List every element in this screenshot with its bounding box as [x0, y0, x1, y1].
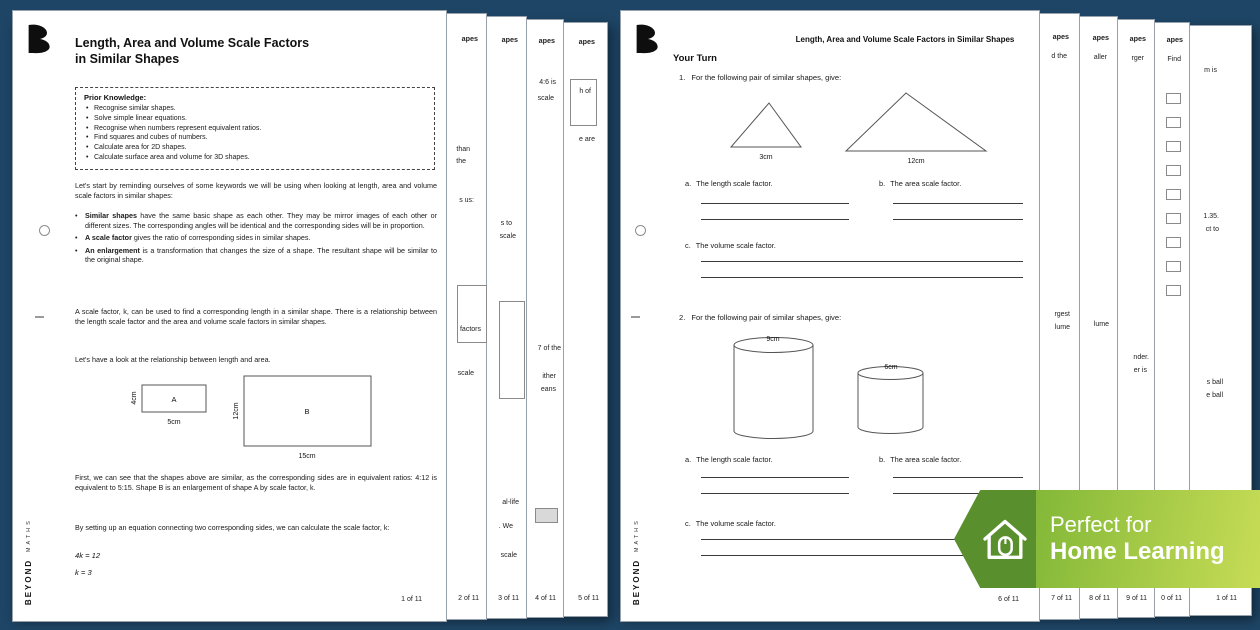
worksheet-page-1 — [12, 10, 447, 622]
page-edge-text: scale — [457, 370, 474, 377]
length-area-paragraph: Let's have a look at the relationship between length and area. — [75, 355, 271, 364]
page-edge-text: than — [456, 146, 470, 153]
page-edge-shape — [1166, 261, 1181, 272]
page-edge-text: h of — [579, 88, 591, 95]
keyword-lead: Similar shapes — [85, 211, 138, 220]
answer-line — [893, 219, 1023, 220]
page-edge-text: Find — [1167, 56, 1181, 63]
page-edge-text: aller — [1093, 54, 1107, 61]
cylinder-small-bottom — [858, 427, 923, 434]
keyword-rest: have the same basic shape as each other. They may be mirror images of each other or different sizes. The corresponding angles will be identical and the corresponding sides will be in proportion. — [85, 211, 437, 230]
answer-line — [893, 477, 1023, 478]
similar-shapes-paragraph: First, we can see that the shapes above are similar, as the corresponding sides are in equivalent ratios: 4:12 is equivalent to 5:15. Shape B is an enlargement of shape A by scale factor, k. — [75, 473, 437, 492]
page-edge-text: 4:6 is — [539, 79, 556, 86]
answer-line — [701, 203, 849, 204]
question-number: 2. — [679, 313, 686, 322]
page-edge-text: ct to — [1205, 226, 1219, 233]
page-edge-shape — [535, 508, 558, 523]
keyword-text — [85, 246, 437, 265]
sub-label: c. — [685, 519, 691, 528]
question-text: For the following pair of similar shapes, give: — [691, 73, 842, 82]
registration-mark — [631, 316, 640, 318]
question-1 — [679, 73, 841, 82]
ribbon-line-2: Home Learning — [1050, 538, 1225, 565]
page-edge-text: apes — [538, 36, 555, 45]
page-edge-text: s us: — [459, 197, 474, 204]
equation-1: 4k = 12 — [75, 551, 101, 560]
sub-label: c. — [685, 241, 691, 250]
beyond-logo-icon — [26, 23, 54, 55]
keyword-item — [75, 233, 437, 243]
triangle-small-base-label: 3cm — [759, 154, 773, 161]
answer-line — [701, 493, 849, 494]
page-edge-text: rger — [1131, 55, 1144, 62]
page-edge-text: e ball — [1206, 392, 1223, 399]
sub-text: The area scale factor. — [890, 179, 962, 188]
brand-name: BEYOND — [24, 558, 33, 605]
page-edge-text: m is — [1204, 67, 1217, 74]
prior-knowledge-item: • Recognise when numbers represent equivalent ratios. — [84, 124, 426, 134]
sub-label: b. — [879, 455, 886, 464]
left-worksheet-stack — [12, 10, 608, 622]
answer-line — [701, 261, 1023, 262]
cylinder-small-diameter-label: 6cm — [884, 364, 898, 371]
beyond-logo-icon — [634, 23, 662, 55]
page-number: 9 of 11 — [1126, 595, 1147, 602]
rectangle-b-height-label: 12cm — [233, 402, 240, 420]
sub-text: The volume scale factor. — [695, 241, 776, 250]
answer-line — [701, 477, 849, 478]
question-text: For the following pair of similar shapes, give: — [691, 313, 842, 322]
page-edge-text: s ball — [1206, 379, 1223, 386]
question-2 — [679, 313, 841, 322]
question-2a — [685, 455, 773, 464]
page-number: 1 of 11 — [1216, 595, 1237, 602]
page-edge-text: apes — [461, 34, 478, 43]
keyword-item — [75, 211, 437, 230]
page-number: 5 of 11 — [578, 595, 599, 602]
page-number: 4 of 11 — [535, 595, 556, 602]
registration-mark — [35, 316, 44, 318]
rectangle-a-label: A — [171, 395, 177, 404]
page-number: 6 of 11 — [998, 596, 1019, 603]
page-edge-shape — [1166, 141, 1181, 152]
page-edge-text: apes — [1166, 35, 1183, 44]
worksheet-title — [75, 35, 309, 67]
page-edge-text: apes — [1052, 32, 1069, 41]
page-number: 7 of 11 — [1051, 595, 1072, 602]
page-edge-text: lume — [1054, 324, 1070, 331]
page-edge-text: factors — [459, 326, 481, 333]
worksheet-header: Length, Area and Volume Scale Factors in Similar Shapes — [795, 35, 1015, 44]
keyword-list — [75, 211, 437, 268]
page-edge-shape — [457, 285, 487, 343]
page-number: 0 of 11 — [1161, 595, 1182, 602]
prior-knowledge-item: • Calculate surface area and volume for 3D shapes. — [84, 153, 426, 163]
cylinder-large-diameter-label: 9cm — [766, 336, 780, 343]
page-edge-text: lume — [1093, 321, 1109, 328]
keyword-text — [85, 211, 437, 230]
worksheet-title-line1: Length, Area and Volume Scale Factors — [75, 36, 310, 50]
page-edge-text: scale — [499, 233, 516, 240]
answer-line — [701, 219, 849, 220]
keyword-rest: gives the ratio of corresponding sides in similar shapes. — [133, 233, 311, 243]
page-edge-shape — [1166, 237, 1181, 248]
page-edge-text: ither — [542, 373, 556, 380]
page-edge-text: nder. — [1133, 354, 1149, 361]
scale-factor-paragraph: A scale factor, k, can be used to find a corresponding length in a similar shape. There is a relationship between the length scale factor and the area and volume scale factors in similar shapes. — [75, 307, 437, 326]
sub-label: b. — [879, 179, 886, 188]
equation-2: k = 3 — [75, 568, 92, 577]
house-mouse-icon — [978, 514, 1032, 564]
page-edge-text: 1.35. — [1203, 213, 1219, 220]
page-edge-text: apes — [1129, 34, 1146, 43]
equation-setup-paragraph: By setting up an equation connecting two corresponding sides, we can calculate the scale factor, k: — [75, 523, 390, 532]
question-2b — [879, 455, 961, 464]
page-edge-text: apes — [501, 35, 518, 44]
question-2c — [685, 519, 776, 528]
page-number: 2 of 11 — [458, 595, 479, 602]
sub-text: The length scale factor. — [696, 179, 773, 188]
rectangle-a-height-label: 4cm — [131, 391, 138, 405]
page-edge-shape — [1166, 117, 1181, 128]
triangle-large-base-label: 12cm — [907, 158, 925, 165]
question-number: 1. — [679, 73, 686, 82]
cylinders-diagram — [711, 333, 961, 449]
page-edge-shape — [1166, 213, 1181, 224]
sub-text: The volume scale factor. — [695, 519, 776, 528]
brand-name: BEYOND — [632, 558, 641, 605]
page-edge-shape — [499, 301, 525, 399]
triangles-diagram — [691, 89, 1021, 169]
rectangle-a-width-label: 5cm — [167, 419, 181, 426]
page-edge-text: the — [456, 158, 466, 165]
prior-knowledge-item: • Calculate area for 2D shapes. — [84, 143, 426, 153]
page-edge-text: apes — [578, 37, 595, 46]
intro-paragraph: Let's start by reminding ourselves of some keywords we will be using when looking at length, area and volume scale factors in similar shapes: — [75, 181, 437, 200]
ribbon-text-block — [1036, 490, 1260, 588]
question-1c — [685, 241, 776, 250]
sub-label: a. — [685, 179, 692, 188]
prior-knowledge-item: • Find squares and cubes of numbers. — [84, 133, 426, 143]
keyword-rest: is a transformation that changes the size of a shape. The resultant shape will be similar to the original shape. — [85, 245, 437, 265]
page-edge-text: eans — [540, 386, 556, 393]
rectangles-diagram — [75, 371, 415, 469]
beyond-brand-vertical — [20, 518, 38, 605]
page-edge-text: s to — [500, 220, 512, 227]
page-edge-text: al-life — [502, 499, 519, 506]
beyond-brand-vertical — [628, 518, 646, 605]
page-edge-text: apes — [1092, 33, 1109, 42]
page-edge-shape — [1166, 165, 1181, 176]
page-edge-shape — [1166, 93, 1181, 104]
rectangle-b-label: B — [304, 407, 310, 416]
keyword-lead: A scale factor — [85, 233, 132, 243]
page-number: 1 of 11 — [401, 596, 422, 603]
ribbon-line-1: Perfect for — [1050, 512, 1152, 537]
worksheet-title-line2: in Similar Shapes — [75, 52, 180, 66]
home-learning-icon-block — [954, 490, 1036, 588]
rectangle-b-width-label: 15cm — [298, 453, 316, 460]
question-1a — [685, 179, 773, 188]
question-1b — [879, 179, 961, 188]
page-edge-text: 7 of the — [537, 345, 561, 352]
page-edge-text: . We — [498, 523, 513, 530]
page-number: 8 of 11 — [1089, 595, 1110, 602]
page-edge-shape — [1166, 189, 1181, 200]
page-edge-text: scale — [500, 552, 517, 559]
page-edge-text: scale — [537, 95, 554, 102]
brand-subject: MATHS — [26, 517, 32, 552]
brand-subject: MATHS — [634, 517, 640, 552]
cylinder-large-bottom — [734, 431, 813, 439]
sub-text: The area scale factor. — [890, 455, 962, 464]
page-edge-shape — [1166, 285, 1181, 296]
keyword-text — [85, 233, 310, 243]
sub-text: The length scale factor. — [696, 455, 773, 464]
keyword-item — [75, 246, 437, 265]
binder-hole — [635, 225, 646, 236]
section-title: Your Turn — [673, 53, 717, 64]
triangle-small — [731, 103, 801, 147]
triangle-large — [846, 93, 986, 151]
binder-hole — [39, 225, 50, 236]
page-edge-text: er is — [1133, 367, 1147, 374]
prior-knowledge-heading: Prior Knowledge: — [84, 93, 147, 102]
prior-knowledge-item: • Recognise similar shapes. — [84, 104, 426, 114]
page-edge-text: rgest — [1054, 311, 1070, 318]
page-edge-text: d the — [1051, 53, 1067, 60]
page-edge-text: e are — [579, 136, 595, 143]
prior-knowledge-item: • Solve simple linear equations. — [84, 114, 426, 124]
sub-label: a. — [685, 455, 692, 464]
keyword-lead: An enlargement — [85, 245, 140, 255]
home-learning-ribbon — [954, 490, 1260, 588]
answer-line — [893, 203, 1023, 204]
prior-knowledge-box — [75, 87, 435, 170]
page-number: 3 of 11 — [498, 595, 519, 602]
answer-line — [701, 277, 1023, 278]
